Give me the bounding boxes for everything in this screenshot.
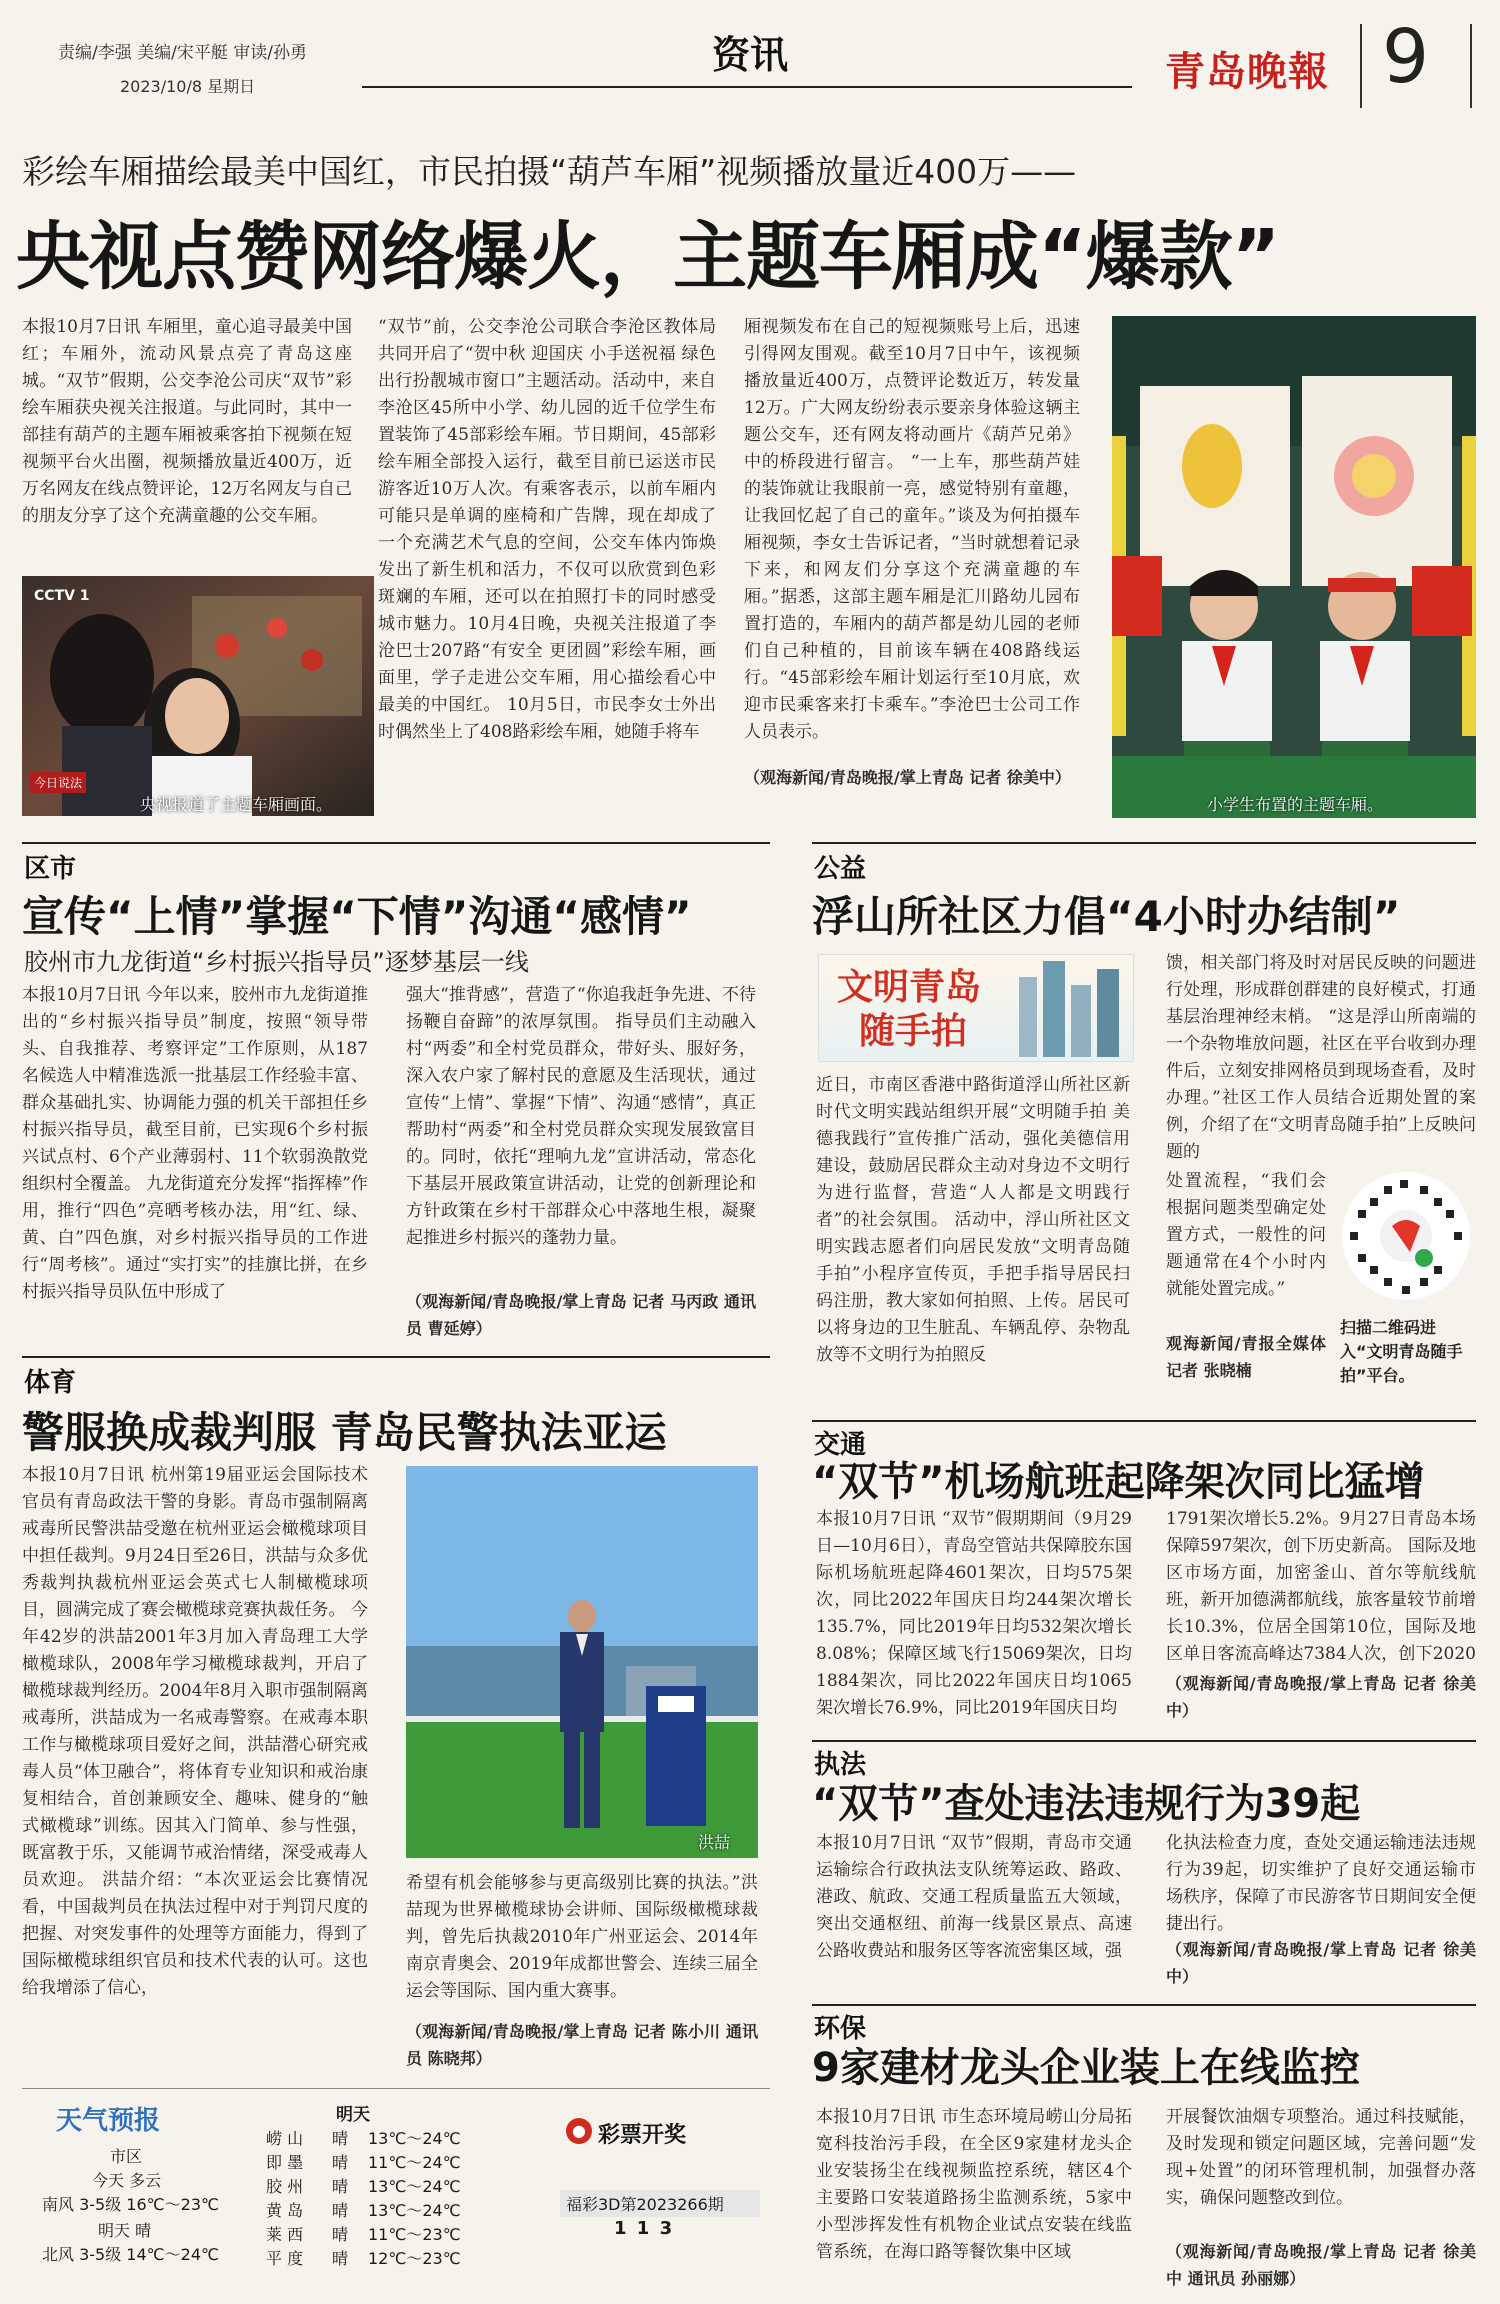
- weather-tomorrow-wind: 北风 3-5级 14℃～24℃: [42, 2245, 219, 2264]
- quqiu-col2: 强大“推背感”，营造了“你追我赶争先进、不待扬鞭自奋蹄”的浓厚氛围。 指导员们主动融入村“两委”和全村党员群众，带好头、服好务，深入农户家了解村民的意愿及生活现状，通过宣传“上情”、掌握“下情”、沟通“感情”，真正帮助村“两委”和全村党员群众实现发展致富目的。同时，依托“理响九龙”宣讲活动，常态化下基层开展政策宣讲活动，让党的创新理论和方针政策在乡村干部群众心中落地生根，凝聚起推进乡村振兴的蓬勃力量。: [406, 985, 756, 1248]
- tiyu-byline: （观海新闻/青岛晚报/掌上青岛 记者 陈小川 通讯员 陈晓邦）: [406, 2022, 758, 2068]
- lottery-numbers: 1 1 3: [614, 2218, 675, 2239]
- masthead-section: 资讯: [712, 33, 789, 77]
- huanbao-col2: 开展餐饮油烟专项整治。通过科技赋能，及时发现和锁定问题区域，完善问题“发现+处置”的闭环管理机制，加强督办落实，确保问题整改到位。: [1166, 2107, 1476, 2208]
- jiaotong-headline: “双节”机场航班起降架次同比猛增: [812, 1459, 1425, 1505]
- gongyi-col2a: 馈，相关部门将及时对居民反映的问题进行处理，形成群创群建的良好模式，打通基层治理神经末梢。 “这是浮山所南端的一个杂物堆放问题，社区在平台收到办理件后，立刻安排网格员到现场查看，及时办理。”社区工作人员结合近期处置的案例，介绍了在“文明青岛随手拍”上反映问题的: [1166, 953, 1476, 1162]
- quqiu-byline: （观海新闻/青岛晚报/掌上青岛 记者 马丙政 通讯员 曹延婷）: [406, 1292, 756, 1338]
- tiyu-col2: 希望有机会能够参与更高级别比赛的执法。”洪喆现为世界橄榄球协会讲师、国际级橄榄球裁判，曾先后执裁2010年广州亚运会、2014年南京青奥会、2019年成都世警会、连续三届全运会等国际、国内重大赛事。: [406, 1873, 758, 2001]
- weather-row: 即 墨 晴 11℃～24℃: [266, 2153, 461, 2172]
- weather-tomorrow: 明天 晴: [98, 2221, 152, 2240]
- tiyu-col1: 本报10月7日讯 杭州第19届亚运会国际技术官员有青岛政法干警的身影。青岛市强制隔离戒毒所民警洪喆受邀在杭州亚运会橄榄球项目中担任裁判。9月24日至26日，洪喆与众多优秀裁判执裁杭州亚运会英式七人制橄榄球项目，圆满完成了赛会橄榄球竞赛执裁任务。 今年42岁的洪喆2001年3月加入青岛理工大学橄榄球队，2008年学习橄榄球裁判，开启了橄榄球裁判经历。2004年8月入职市强制隔离戒毒所，洪喆成为一名戒毒警察。在戒毒本职工作与橄榄球项目爱好之间，洪喆潜心研究戒毒人员“体卫融合”，将体育专业知识和戒治康复相结合，首创兼顾安全、趣味、健身的“触式橄榄球”训练。因其入门简单、参与性强，既富教于乐，又能调节戒治情绪，深受戒毒人员欢迎。 洪喆介绍：“本次亚运会比赛情况看，中国裁判员在执法过程中对于判罚尺度的把握、对突发事件的处理等方面能力，得到了国际橄榄球组织官员和技术代表的认可。这也给我增添了信心，: [22, 1465, 368, 1998]
- tiyu-headline: 警服换成裁判服 青岛民警执法亚运: [22, 1408, 667, 1457]
- weather-table: [266, 2126, 476, 2270]
- photo-caption: 洪喆: [698, 1833, 731, 1852]
- photo-caption: 小学生布置的主题车厢。: [1207, 795, 1384, 814]
- masthead-date: 2023/10/8 星期日: [120, 77, 256, 96]
- zhifa-col1: 本报10月7日讯 “双节”假期，青岛市交通运输综合行政执法支队统筹运政、路政、港政、航政、交通工程质量监五大领域，突出交通枢纽、前海一线景区景点、高速公路收费站和服务区等客流密集区域，强: [816, 1833, 1132, 1961]
- huanbao-headline: 9家建材龙头企业装上在线监控: [812, 2045, 1360, 2091]
- lottery-box: [560, 2118, 770, 2238]
- weather-col-head: 明天: [336, 2105, 370, 2125]
- referee-photo: [406, 1466, 758, 1858]
- weather-row: 黄 岛 晴 13℃～24℃: [266, 2201, 461, 2220]
- jiaotong-col2: 1791架次增长5.2%。9月27日青岛本场保障597架次，创下历史新高。 国际及地区市场方面，加密釜山、首尔等航线航班，新开加德满都航线，旅客量较节前增长10.3%，位居全国第10位，国际及地区单日客流高峰达7384人次，创下2020: [1166, 1509, 1476, 1664]
- section-label-jiaotong: 交通: [814, 1430, 867, 1460]
- section-label-tiyu: 体育: [24, 1368, 77, 1398]
- section-label-zhifa: 执法: [814, 1750, 867, 1780]
- cctv-logo: CCTV 1: [34, 588, 90, 604]
- paper-logo: 青岛晚報: [1165, 48, 1329, 95]
- zhifa-col2: 化执法检查力度，查处交通运输违法违规行为39起，切实维护了良好交通运输市场秩序，保障了市民游客节日期间安全便捷出行。: [1166, 1833, 1476, 1934]
- cctv-photo: [22, 576, 374, 816]
- students-photo: [1112, 316, 1476, 818]
- gongyi-byline: 观海新闻/青报全媒体 记者 张晓楠: [1166, 1334, 1326, 1380]
- quqiu-col1: 本报10月7日讯 今年以来，胶州市九龙街道推出的“乡村振兴指导员”制度，按照“领导带头、自我推荐、考察评定”工作原则，从187名候选人中精准选派一批基层工作经验丰富、群众基础扎实、协调能力强的机关干部担任乡村振兴指导员，截至目前，已实现6个乡村振兴试点村、6个产业薄弱村、11个软弱涣散党组织村全覆盖。 九龙街道充分发挥“指挥棒”作用，推行“四色”亮晒考核办法，用“红、绿、黄、白”四色旗，对乡村振兴指导员的工作进行“周考核”。通过“实打实”的挂旗比拼，在乡村振兴指导员队伍中形成了: [22, 985, 368, 1302]
- huanbao-byline: （观海新闻/青岛晚报/掌上青岛 记者 徐美中 通讯员 孙丽娜）: [1166, 2242, 1476, 2288]
- lead-col1: 本报10月7日讯 车厢里，童心追寻最美中国红；车厢外，流动风景点亮了青岛这座城。“双节”假期，公交李沧公司庆“双节”彩绘车厢获央视关注报道。与此同时，其中一部挂有葫芦的主题车厢被乘客拍下视频在短视频平台火出圈，视频播放量近400万，近万名网友在线点赞评论，12万名网友与自己的朋友分享了这个充满童趣的公交车厢。: [22, 317, 352, 526]
- weather-today-wind: 南风 3-5级 16℃～23℃: [42, 2195, 219, 2214]
- jiaotong-byline: （观海新闻/青岛晚报/掌上青岛 记者 徐美中）: [1166, 1674, 1476, 1720]
- jiaotong-col1: 本报10月7日讯 “双节”假期期间（9月29日—10月6日），青岛空管站共保障胶东国际机场航班起降4601架次，日均575架次，同比2022年国庆日均244架次增长135.7%，同比2019年日均532架次增长8.08%；保障区域飞行15069架次，日均1884架次，同比2022年国庆日均1065架次增长76.9%，同比2019年国庆日均: [816, 1509, 1132, 1718]
- gongyi-col1: 近日，市南区香港中路街道浮山所社区新时代文明实践站组织开展“文明随手拍 美德我践行”宣传推广活动，强化美德信用建设，鼓励居民群众主动对身边不文明行为进行监督，营造“人人都是文明践行者”的社会氛围。 活动中，浮山所社区文明实践志愿者们向居民发放“文明青岛随手拍”小程序宣传页，手把手指导居民扫码注册，教大家如何拍照、上传。居民可以将身边的卫生脏乱、车辆乱停、杂物乱放等不文明行为拍照反: [816, 1075, 1130, 1365]
- civility-badge: [818, 954, 1134, 1062]
- section-label-huanbao: 环保: [814, 2014, 867, 2044]
- weather-city: 市区: [110, 2147, 143, 2166]
- photo-caption: 央视报道了主题车厢画面。: [140, 795, 333, 814]
- qr-code: [1340, 1170, 1472, 1302]
- badge-line1: 文明青岛: [837, 967, 982, 1008]
- weather-title: 天气预报: [56, 2106, 161, 2136]
- section-label-gongyi: 公益: [814, 854, 867, 884]
- weather-box: [40, 2096, 570, 2296]
- quqiu-headline: 宣传“上情”掌握“下情”沟通“感情”: [22, 892, 692, 941]
- zhifa-byline: （观海新闻/青岛晚报/掌上青岛 记者 徐美中）: [1166, 1940, 1476, 1986]
- section-label-quqiu: 区市: [24, 854, 77, 884]
- page-number: 9: [1382, 14, 1430, 100]
- lead-byline: （观海新闻/青岛晚报/掌上青岛 记者 徐美中）: [744, 768, 1071, 787]
- weather-row: 崂 山 晴 13℃～24℃: [266, 2129, 461, 2148]
- lead-kicker: 彩绘车厢描绘最美中国红，市民拍摄“葫芦车厢”视频播放量近400万——: [22, 152, 1077, 191]
- lead-col2: “双节”前，公交李沧公司联合李沧区教体局共同开启了“贺中秋 迎国庆 小手送祝福 绿色出行扮靓城市窗口”主题活动。活动中，来自李沧区45所中小学、幼儿园的近千位学生布置装饰了45部彩绘车厢。节日期间，45部彩绘车厢全部投入运行，截至目前已运送市民游客近10万人次。有乘客表示，以前车厢内可能只是单调的座椅和广告牌，现在却成了一个充满艺术气息的空间，公交车体内饰焕发出了新生机和活力，不仅可以欣赏到色彩斑斓的车厢，还可以在拍照打卡的同时感受城市魅力。10月4日晚，央视关注报道了李沧巴士207路“有安全 更团圆”彩绘车厢，画面里，学子走进公交车厢，用心描绘看心中最美的中国红。 10月5日，市民李女士外出时偶然坐上了408路彩绘车厢，她随手将车: [378, 317, 716, 742]
- quqiu-subhead: 胶州市九龙街道“乡村振兴指导员”逐梦基层一线: [24, 948, 529, 976]
- qr-caption: 扫描二维码进入“文明青岛随手拍”平台。: [1340, 1318, 1463, 1385]
- lead-headline: 央视点赞网络爆火，主题车厢成“爆款”: [16, 214, 1280, 300]
- weather-row: 胶 州 晴 13℃～24℃: [266, 2177, 461, 2196]
- badge-line2: 随手拍: [859, 1011, 968, 1052]
- lottery-icon: ●: [566, 2118, 592, 2144]
- lead-col3: 厢视频发布在自己的短视频账号上后，迅速引得网友围观。截至10月7日中午，该视频播放量近400万，点赞评论数近万，转发量12万。广大网友纷纷表示要亲身体验这辆主题公交车，还有网友将动画片《葫芦兄弟》中的桥段进行留言。 “一上车，那些葫芦娃的装饰就让我眼前一亮，感觉特别有童趣，让我回忆起了自己的童年。”谈及为何拍摄车厢视频，李女士告诉记者，“当时就想着记录下来，和网友们分享这个充满童趣的车厢。”据悉，这部主题车厢是汇川路幼儿园布置打造的，车厢内的葫芦都是幼儿园的老师们自己种植的，目前该车辆在408路线运行。“45部彩绘车厢计划运行至10月底，欢迎市民乘客来打卡乘车。”李沧巴士公司工作人员表示。: [744, 317, 1080, 742]
- gongyi-headline: 浮山所社区力倡“4小时办结制”: [812, 892, 1401, 941]
- masthead-editors: 责编/李强 美编/宋平艇 审读/孙勇: [58, 43, 307, 63]
- masthead: [0, 0, 1500, 110]
- weather-row: 平 度 晴 12℃～23℃: [266, 2249, 461, 2268]
- lottery-title: 彩票开奖: [598, 2123, 687, 2148]
- zhifa-headline: “双节”查处违法违规行为39起: [812, 1781, 1361, 1827]
- lottery-issue: 福彩3D第2023266期: [560, 2190, 760, 2217]
- program-badge: 今日说法: [30, 772, 86, 793]
- weather-today: 今天 多云: [92, 2171, 162, 2190]
- huanbao-col1: 本报10月7日讯 市生态环境局崂山分局拓宽科技治污手段，在全区9家建材龙头企业安装扬尘在线视频监控系统，辖区4个主要路口安装道路扬尘监测系统，5家中小型涉挥发性有机物企业试点安装在线监管系统，在海口路等餐饮集中区域: [816, 2107, 1132, 2262]
- weather-row: 莱 西 晴 11℃～23℃: [266, 2225, 461, 2244]
- gongyi-col2b: 处置流程，“我们会根据问题类型确定处置方式，一般性的问题通常在4个小时内就能处置完成。”: [1166, 1171, 1326, 1299]
